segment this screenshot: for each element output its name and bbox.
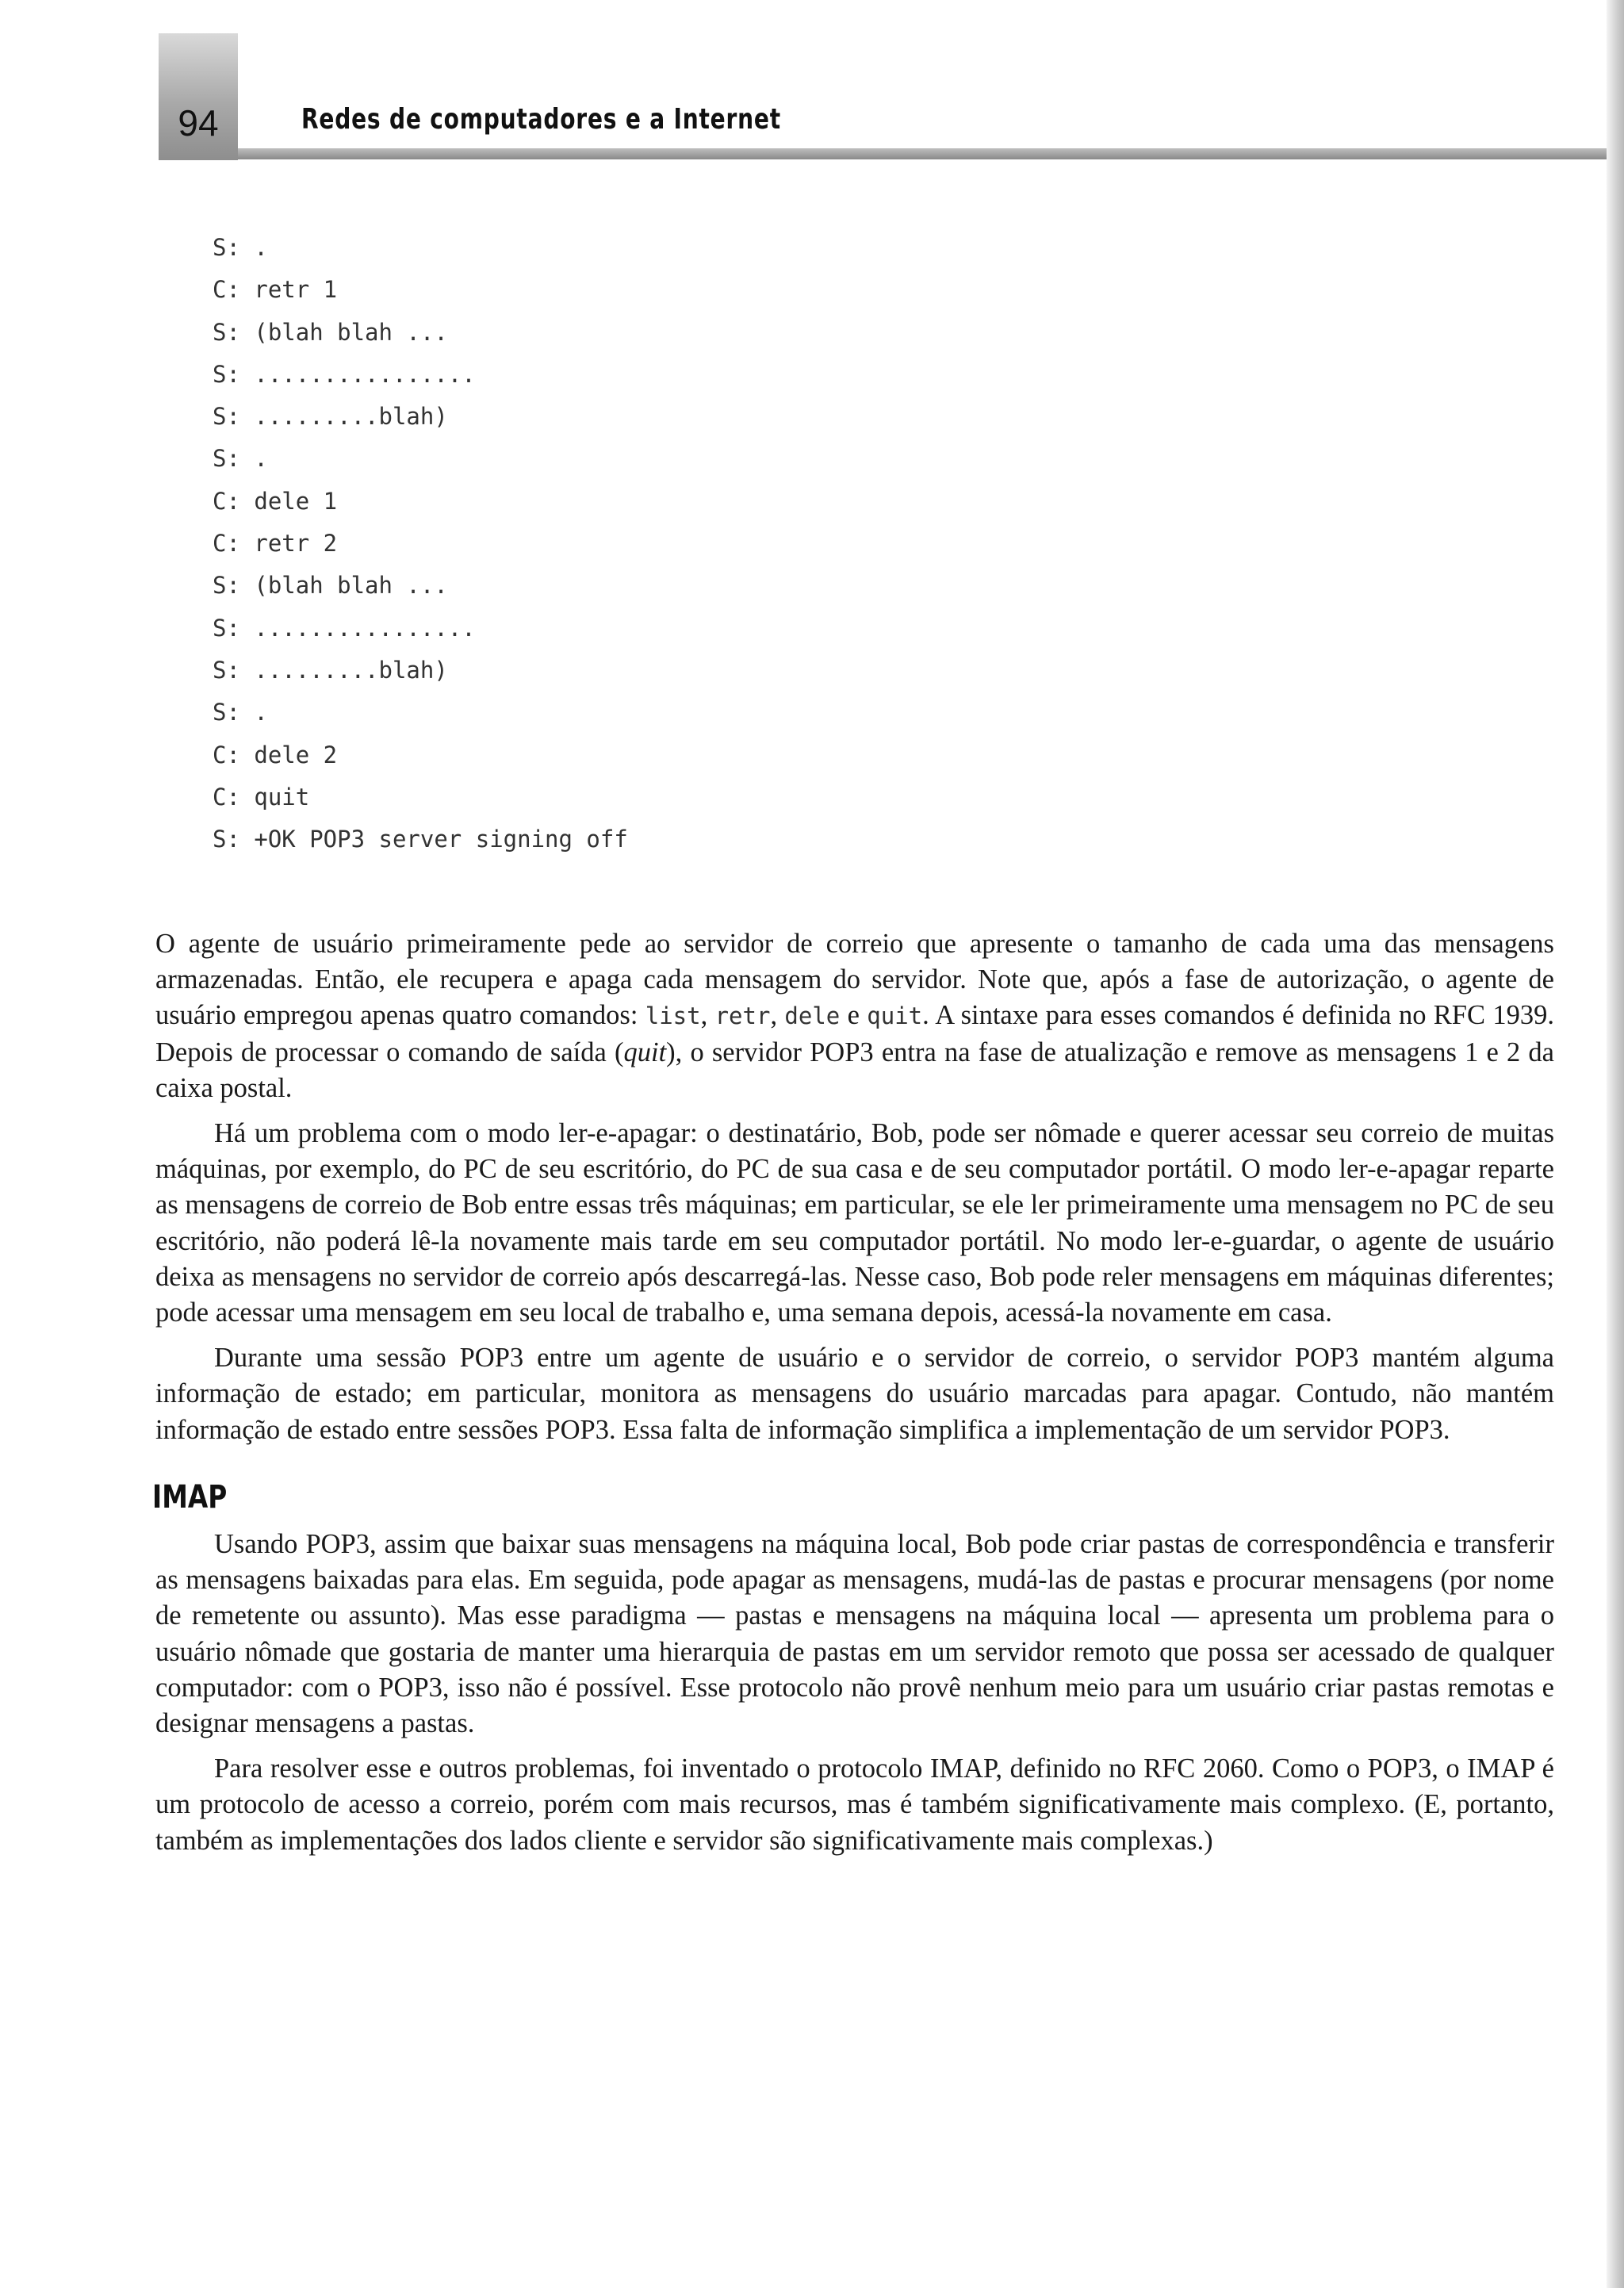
- running-title: Redes de computadores e a Internet: [301, 103, 781, 136]
- code-line: C: dele 2: [213, 741, 338, 768]
- command-dele: dele: [784, 1002, 841, 1030]
- code-line: S: .........blah): [213, 656, 448, 684]
- code-line: S: .: [213, 234, 268, 261]
- command-retr: retr: [714, 1002, 771, 1030]
- page-header: [159, 0, 1607, 171]
- code-line: S: ................: [213, 360, 476, 388]
- code-line: C: quit: [213, 783, 310, 811]
- paragraph-text: . A sintaxe para esses comandos é definida no RFC 1939. Depois de processar o comando de saída (: [155, 1000, 1554, 1067]
- code-line: S: .........blah): [213, 403, 448, 431]
- code-line: S: (blah blah ...: [213, 572, 448, 600]
- separator: ,: [700, 1000, 715, 1031]
- paragraph-download-and-delete: Há um problema com o modo ler-e-apagar: o destinatário, Bob, pode ser nômade e querer acessar seu correio de muitas máquinas, por exemplo, do PC de seu escritório, do PC de sua casa e de seu computador portátil. O modo ler-e-apagar reparte as mensagens de correio de Bob entre essas três máquinas; em particular, se ele ler primeiramente uma mensagem no PC de seu escritório, não poderá lê-la novamente mais tarde em seu computador portátil. No modo ler-e-guardar, o agente de usuário deixa as mensagens no servidor de correio após descarregá-las. Nesse caso, Bob pode reler mensagens em máquinas diferentes; pode acessar uma mensagem em seu local de trabalho e, uma semana depois, acessá-la novamente em casa.: [155, 1118, 1554, 1328]
- code-line: S: +OK POP3 server signing off: [213, 826, 628, 853]
- pop3-session-transcript: [213, 227, 628, 860]
- code-line: S: ................: [213, 614, 476, 642]
- command-list: list: [645, 1002, 701, 1030]
- code-line: C: retr 1: [213, 276, 338, 304]
- paragraph-text: ), o servidor POP3 entra na fase de atualização e remove as mensagens 1 e 2 da caixa postal.: [155, 1037, 1554, 1103]
- paragraph-text: O agente de usuário primeiramente pede ao servidor de correio que apresente o tamanho de cada uma das mensagens armazenadas. Então, ele recupera e apaga cada mensagem do servidor. Note que, após a fase de autorização, o agente de usuário empregou apenas quatro comandos:: [155, 929, 1554, 1031]
- body-text: [152, 926, 1554, 1868]
- code-line: S: (blah blah ...: [213, 318, 448, 346]
- code-line: S: .: [213, 699, 268, 726]
- code-line: S: .: [213, 445, 268, 473]
- paragraph-imap-folders: Usando POP3, assim que baixar suas mensagens na máquina local, Bob pode criar pastas de correspondência e transferir as mensagens baixadas para elas. Em seguida, pode apagar as mensagens, mudá-las de pastas e procurar mensagens (por nome de remetente ou assunto). Mas esse paradigma — pastas e mensagens na máquina local — apresenta um problema para o usuário nômade que gostaria de manter uma hierarquia de pastas em um servidor remoto que possa ser acessado de qualquer computador: com o POP3, isso não é possível. Esse protocolo não provê nenhum meio para um usuário criar pastas remotas e designar mensagens a pastas.: [155, 1529, 1554, 1739]
- separator: e: [840, 1000, 868, 1031]
- code-line: C: dele 1: [213, 487, 338, 515]
- code-line: C: retr 2: [213, 530, 338, 558]
- header-rule: [238, 148, 1607, 159]
- section-heading-imap: IMAP: [152, 1478, 228, 1516]
- page-edge-shadow: [1607, 0, 1624, 2288]
- page-number: 94: [178, 102, 219, 144]
- paragraph-imap-definition: Para resolver esse e outros problemas, foi inventado o protocolo IMAP, definido no RFC 2060. Como o POP3, o IMAP é um protocolo de acesso a correio, porém com mais recursos, mas é também significativamente mais complexo. (E, portanto, também as implementações dos lados cliente e servidor são significativamente mais complexas.): [155, 1753, 1554, 1856]
- command-quit: quit: [867, 1002, 923, 1030]
- paragraph-user-agent-commands: [155, 926, 1554, 1106]
- quit-italic: quit: [623, 1037, 667, 1067]
- separator: ,: [770, 1000, 785, 1031]
- paragraph-pop3-state: Durante uma sessão POP3 entre um agente de usuário e o servidor de correio, o servidor POP3 mantém alguma informação de estado; em particular, monitora as mensagens do usuário marcadas para apagar. Contudo, não mantém informação de estado entre sessões POP3. Essa falta de informação simplifica a implementação de um servidor POP3.: [155, 1343, 1554, 1445]
